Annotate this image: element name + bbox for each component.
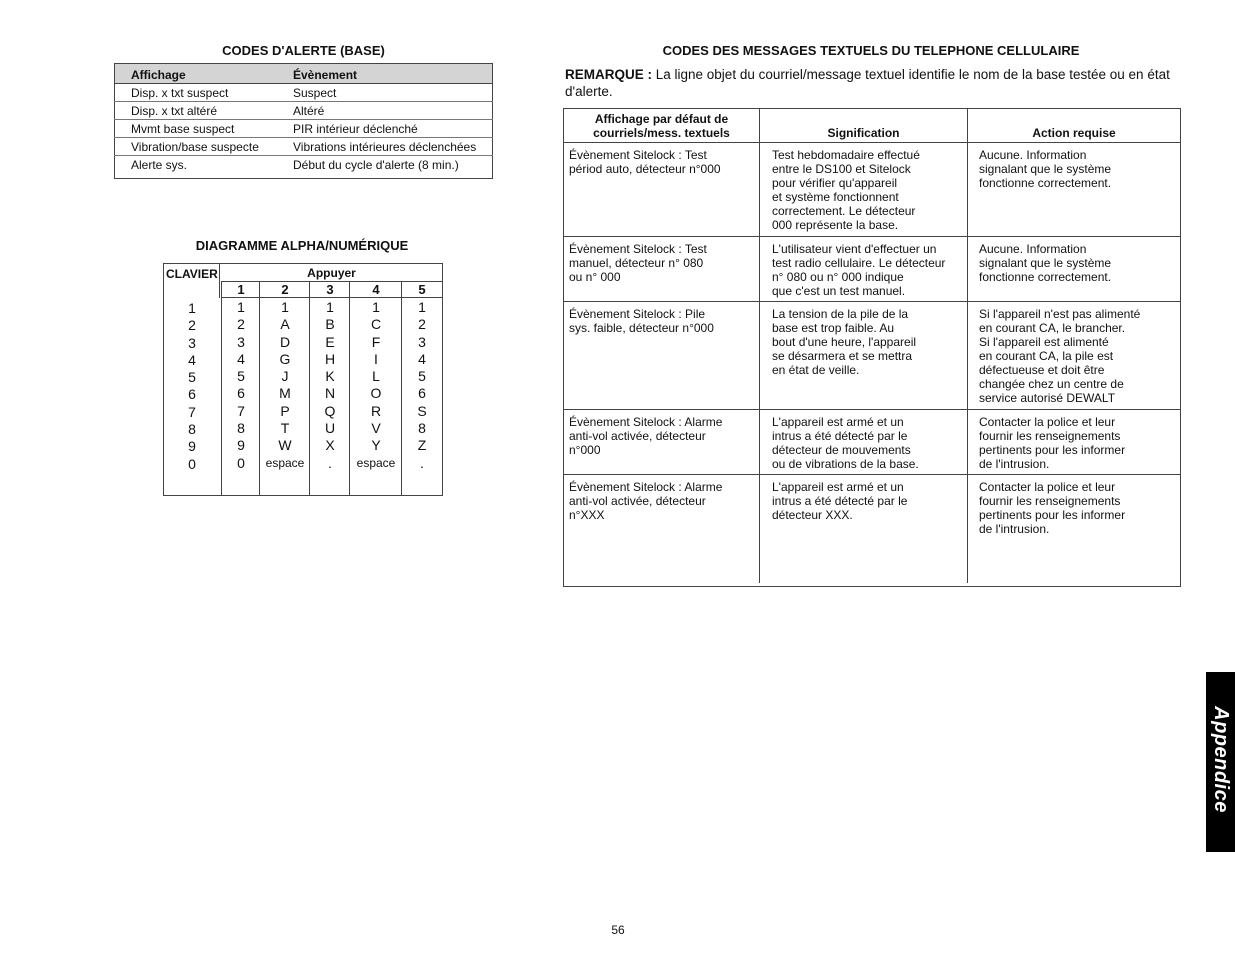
character-cell: 2 [237, 316, 245, 333]
character-cell: W [278, 437, 292, 454]
keypad-key: 1 [188, 300, 196, 316]
event-cell: Début du cycle d'alerte (8 min.) [293, 157, 459, 172]
character-cell: 1 [281, 299, 289, 315]
meaning-cell: La tension de la pile de la base est trop faible. Au bout d'une heure, l'appareil se désarmera et se mettra en état de veille. [772, 307, 917, 377]
column-header-action: Action requise [1032, 126, 1116, 140]
section-tab-label: Appendice [1210, 706, 1232, 813]
press-column-4 [349, 281, 402, 495]
row-divider [564, 409, 1180, 410]
character-cell: 3 [418, 333, 426, 350]
action-cell: Contacter la police et leur fournir les renseignements pertinents pour les informer de l'intrusion. [979, 415, 1126, 471]
character-cell: 1 [326, 299, 334, 315]
keypad-key: 0 [188, 455, 196, 472]
character-cell: 6 [418, 385, 426, 402]
action-cell: Contacter la police et leur fournir les renseignements pertinents pour les informer de l'intrusion. [979, 480, 1126, 536]
row-divider [564, 236, 1180, 237]
display-cell: Disp. x txt altéré [115, 102, 284, 120]
character-cell: 1 [237, 299, 245, 315]
display-cell: Évènement Sitelock : Test manuel, détecteur n° 080 ou n° 000 [569, 242, 707, 284]
character-cell: 4 [237, 350, 245, 367]
keypad-key: 7 [188, 403, 196, 420]
cell-codes-table [563, 108, 1181, 587]
table-row [115, 102, 493, 120]
column-header-display: Affichage [115, 64, 284, 84]
table-row [115, 138, 493, 156]
column-header-event: Évènement [283, 64, 493, 84]
character-cell: 7 [237, 402, 245, 419]
character-cell: 6 [237, 385, 245, 402]
keypad-header: CLAVIER [164, 264, 220, 298]
table-row [115, 120, 493, 138]
keypad-key: 6 [188, 386, 196, 403]
character-cell: X [325, 437, 335, 454]
character-cell: espace [265, 455, 305, 470]
alpha-numeric-table [163, 263, 443, 496]
display-cell: Disp. x txt suspect [115, 84, 284, 102]
character-cell: 9 [237, 437, 245, 454]
press-column-header: 1 [222, 281, 260, 298]
character-cell: G [279, 350, 291, 367]
character-cell: 2 [418, 316, 426, 333]
character-cell: V [371, 420, 381, 437]
keypad-key: 2 [188, 317, 196, 334]
alert-codes-table [114, 63, 493, 179]
character-cell: O [370, 385, 382, 402]
keypad-key: 5 [188, 369, 196, 386]
character-cell: F [371, 333, 381, 350]
column-header-default-display: Affichage par défaut de courriels/mess. textuels [593, 112, 730, 140]
alpha-numeric-title: DIAGRAMME ALPHA/NUMÉRIQUE [195, 238, 409, 253]
keypad-key: 8 [188, 421, 196, 438]
character-cell: H [324, 350, 336, 367]
display-cell: Évènement Sitelock : Pile sys. faible, détecteur n°000 [569, 307, 714, 335]
character-cell: . [420, 454, 424, 471]
action-cell: Aucune. Information signalant que le système fonctionne correctement. [979, 148, 1112, 190]
character-cell: U [324, 420, 336, 437]
character-cell: 5 [237, 368, 245, 385]
character-cell: S [417, 402, 427, 419]
cell-codes-title: CODES DES MESSAGES TEXTUELS DU TELEPHONE CELLULAIRE [662, 43, 1080, 58]
character-cell: P [280, 402, 290, 419]
press-column-header: 5 [402, 281, 442, 298]
display-cell: Vibration/base suspecte [115, 138, 284, 156]
event-cell: Altéré [283, 102, 493, 120]
press-column-2 [259, 281, 310, 495]
remark-label: REMARQUE : [565, 67, 652, 82]
page-number: 56 [611, 923, 625, 937]
keypad-key: 3 [188, 334, 196, 351]
character-cell: D [279, 333, 291, 350]
character-cell: I [374, 350, 378, 367]
character-cell: N [324, 385, 336, 402]
press-column-header: 2 [260, 281, 310, 298]
character-cell: 4 [418, 350, 426, 367]
column-header-meaning: Signification [827, 126, 900, 140]
press-column-3 [309, 281, 350, 495]
character-cell: Y [371, 437, 381, 454]
meaning-cell: L'appareil est armé et un intrus a été détecté par le détecteur XXX. [772, 480, 908, 522]
display-cell: Alerte sys. [131, 157, 188, 172]
character-cell: Q [324, 402, 336, 419]
alert-codes-title: CODES D'ALERTE (BASE) [222, 43, 385, 58]
section-tab [1206, 672, 1235, 852]
character-cell: K [325, 368, 335, 385]
character-cell: 1 [418, 299, 426, 315]
remark-text: La ligne objet du courriel/message textuel identifie le nom de la base testée ou en état d'alerte. [565, 67, 1170, 99]
row-divider [564, 142, 1180, 143]
character-cell: 1 [372, 299, 380, 315]
character-cell: R [370, 402, 382, 419]
event-cell: Suspect [283, 84, 493, 102]
column-divider [759, 109, 760, 583]
character-cell: 5 [418, 368, 426, 385]
keypad-keys-column [164, 299, 220, 473]
table-row [115, 156, 493, 179]
press-column-header: 4 [350, 281, 402, 298]
press-header: Appuyer [221, 264, 442, 282]
character-cell: C [370, 316, 382, 333]
row-divider [564, 474, 1180, 475]
meaning-cell: L'appareil est armé et un intrus a été détecté par le détecteur de mouvements ou de vibrations de la base. [772, 415, 919, 471]
display-cell: Évènement Sitelock : Alarme anti-vol activée, détecteur n°XXX [569, 480, 723, 522]
display-cell: Mvmt base suspect [115, 120, 284, 138]
action-cell: Si l'appareil n'est pas alimenté en courant CA, le brancher. Si l'appareil est alimenté en courant CA, la pile est défectueuse et doit être changée chez un centre de service autorisé DEWALT [979, 307, 1141, 405]
table-header-row [115, 64, 493, 84]
remark-note [565, 66, 1175, 100]
action-cell: Aucune. Information signalant que le système fonctionne correctement. [979, 242, 1112, 284]
character-cell: espace [356, 455, 396, 470]
event-cell: PIR intérieur déclenché [283, 120, 493, 138]
character-cell: 8 [418, 420, 426, 437]
character-cell: 8 [237, 420, 245, 437]
character-cell: 3 [237, 333, 245, 350]
display-cell: Évènement Sitelock : Test périod auto, détecteur n°000 [569, 148, 721, 176]
character-cell: A [280, 316, 290, 333]
character-cell: E [325, 333, 335, 350]
character-cell: L [372, 368, 380, 385]
character-cell: 0 [237, 454, 245, 471]
press-column-1 [221, 281, 260, 495]
column-divider [967, 109, 968, 583]
character-cell: . [328, 454, 332, 471]
character-cell: J [281, 368, 289, 385]
meaning-cell: L'utilisateur vient d'effectuer un test radio cellulaire. Le détecteur n° 080 ou n° 000 indique que c'est un test manuel. [772, 242, 946, 298]
press-column-5 [401, 281, 442, 495]
press-column-header: 3 [310, 281, 350, 298]
keypad-key: 9 [188, 438, 196, 455]
character-cell: T [280, 420, 290, 437]
keypad-key: 4 [188, 351, 196, 368]
display-cell: Évènement Sitelock : Alarme anti-vol activée, détecteur n°000 [569, 415, 723, 457]
meaning-cell: Test hebdomadaire effectué entre le DS100 et Sitelock pour vérifier qu'appareil et système fonctionnent correctement. Le détecteur 000 représente la base. [772, 148, 920, 232]
table-row [115, 84, 493, 102]
character-cell: B [325, 316, 335, 333]
character-cell: M [279, 385, 291, 402]
row-divider [564, 301, 1180, 302]
character-cell: Z [417, 437, 427, 454]
event-cell: Vibrations intérieures déclenchées [283, 138, 493, 156]
